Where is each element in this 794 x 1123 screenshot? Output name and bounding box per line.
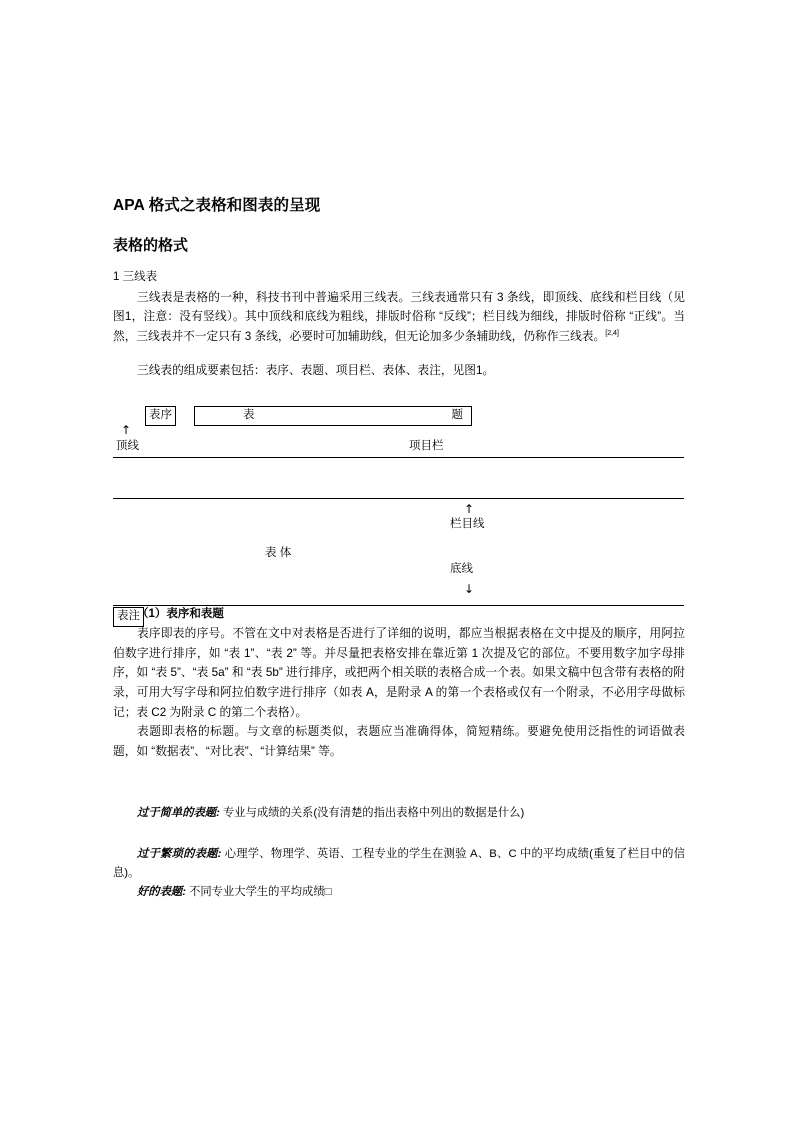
- figure-box-table-number: 表序: [145, 406, 176, 425]
- arrow-up-icon-top-line: ↑: [121, 423, 132, 438]
- section-heading-table-format: 表格的格式: [113, 237, 189, 255]
- figure-rule-column-line: [113, 498, 684, 499]
- paragraph-1-text: 三线表是表格的一种，科技书刊中普遍采用三线表。三线表通常只有 3 条线，即顶线、底线和栏目线（见图1，注意：没有竖线）。其中顶线和底线为粗线，排版时俗称 “反线”；栏目线为细线，排版时俗称 “正线”。当然，三线表并不一定只有 3 条线，必要时可加辅助线，但无论加多少条辅助线，仍称作三线表。: [113, 290, 685, 343]
- figure-label-bottom-line: 底线: [450, 563, 473, 576]
- figure-label-column-line: 栏目线: [450, 518, 485, 531]
- figure-caption-row: [145, 406, 472, 425]
- item-heading-table-number-and-caption: （1）表序和表题: [137, 608, 224, 621]
- figure-rule-top-line: [113, 457, 684, 458]
- document-content: [113, 196, 685, 902]
- example-text-too-simple: 专业与成绩的关系(没有清楚的指出表格中列出的数据是什么): [219, 806, 525, 819]
- subsection-heading-three-line-table: 1 三线表: [113, 271, 158, 284]
- example-good: [113, 883, 685, 902]
- paragraph-table-caption-rules: 表题即表格的标题。与文章的标题类似，表题应当准确得体，简短精练。要避免使用泛指性的词语做表题，如 “数据表”、“对比表”、“计算结果” 等。: [113, 725, 685, 759]
- figure-caption-right-word: 题: [451, 409, 463, 422]
- figure-label-column-header: 项目栏: [409, 440, 444, 453]
- example-tag-too-simple: 过于简单的表题:: [137, 806, 220, 819]
- paragraph-table-components: 三线表的组成要素包括：表序、表题、项目栏、表体、表注，见图1。: [137, 363, 495, 377]
- example-too-simple: [113, 804, 685, 823]
- example-too-verbose: [113, 845, 685, 883]
- example-tag-too-verbose: 过于繁琐的表题:: [137, 847, 222, 860]
- page-title: APA 格式之表格和图表的呈现: [113, 197, 321, 214]
- figure-caption-left-word: 表: [243, 409, 255, 422]
- paragraph-three-line-table-intro: [113, 288, 685, 347]
- figure-rule-bottom-line: [113, 605, 684, 606]
- example-text-too-verbose: 心理学、物理学、英语、工程专业的学生在测验 A、B、C 中的平均成绩(重复了栏目中的信息)。: [113, 847, 685, 879]
- paragraph-table-numbering-rules: 表序即表的序号。不管在文中对表格是否进行了详细的说明，都应当根据表格在文中提及的顺序，用阿拉伯数字进行排序，如 “表 1”、“表 2” 等。并尽量把表格安排在靠近第 1 次提及它的部位。不要用数字加字母排序，如 “表 5”、“表 5a” 和 “表 5b” 进行排序，或把两个相关联的表格合成一个表。如果文稿中包含带有表格的附录，可用大写字母和阿拉伯数字进行排序（如表 A，是附录 A 的第一个表格或仅有一个附录，不必用字母做标记；表 C2 为附录 C 的第二个表格）。: [113, 627, 685, 719]
- example-text-good: 不同专业大学生的平均成绩□: [185, 885, 332, 898]
- arrow-up-icon-column-line: ↑: [464, 502, 475, 517]
- examples-list: [113, 804, 685, 902]
- figure-label-table-body: 表 体: [265, 547, 292, 560]
- arrow-down-icon-bottom-line: ↓: [464, 582, 475, 597]
- figure-box-table-caption: [194, 406, 472, 425]
- figure-box-table-note: 表注: [113, 607, 144, 626]
- figure-label-top-line: 顶线: [116, 440, 139, 453]
- citation-marker: [2,4]: [605, 328, 619, 338]
- example-tag-good: 好的表题:: [137, 885, 186, 898]
